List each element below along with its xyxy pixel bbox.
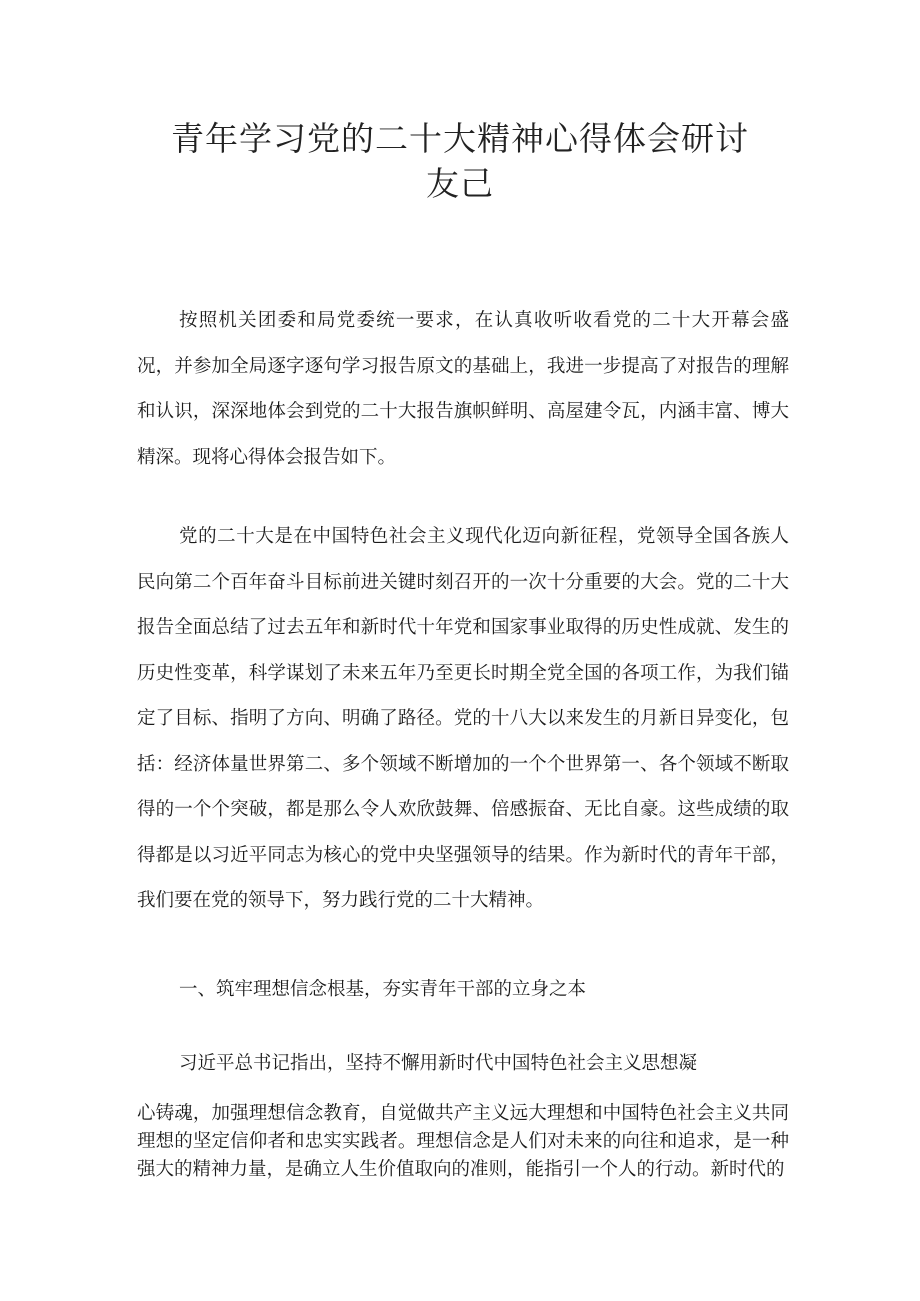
paragraph-section-start: 习近平总书记指出，坚持不懈用新时代中国特色社会主义思想凝 xyxy=(179,1053,698,1074)
document-title-continued: 友己 xyxy=(426,164,494,203)
document-title: 青年学习党的二十大精神心得体会研讨 xyxy=(171,119,749,158)
section-heading: 一、筑牢理想信念根基，夯实青年干部的立身之本 xyxy=(179,979,587,1000)
paragraph-intro: 按照机关团委和局党委统一要求，在认真收听收看党的二十大开幕会盛况，并参加全局逐字逐句学习报告原文的基础上，我进一步提高了对报告的理解和认识，深深地体会到党的二十大报告旗帜鲜明、高屋建令瓦，内涵丰富、博大精深。现将心得体会报告如下。 xyxy=(137,310,789,468)
paragraph-overview: 党的二十大是在中国特色社会主义现代化迈向新征程，党领导全国各族人民向第二个百年奋斗目标前进关键时刻召开的一次十分重要的大会。党的二十大报告全面总结了过去五年和新时代十年党和国家事业取得的历史性成就、发生的历史性变革，科学谋划了未来五年乃至更长时期全党全国的各项工作，为我们锚定了目标、指明了方向、明确了路径。党的十八大以来发生的月新日异变化，包括：经济体量世界第二、多个领域不断增加的一个个世界第一、各个领域不断取得的一个个突破，都是那么令人欢欣鼓舞、倍感振奋、无比自豪。这些成绩的取得都是以习近平同志为核心的党中央坚强领导的结果。作为新时代的青年干部，我们要在党的领导下，努力践行党的二十大精神。 xyxy=(137,526,789,911)
paragraph-section-continued: 心铸魂，加强理想信念教育，自觉做共产主义远大理想和中国特色社会主义共同理想的坚定信仰者和忠实实践者。理想信念是人们对未来的向往和追求，是一种强大的精神力量，是确立人生价值取向的准则，能指引一个人的行动。新时代的 xyxy=(137,1103,789,1180)
